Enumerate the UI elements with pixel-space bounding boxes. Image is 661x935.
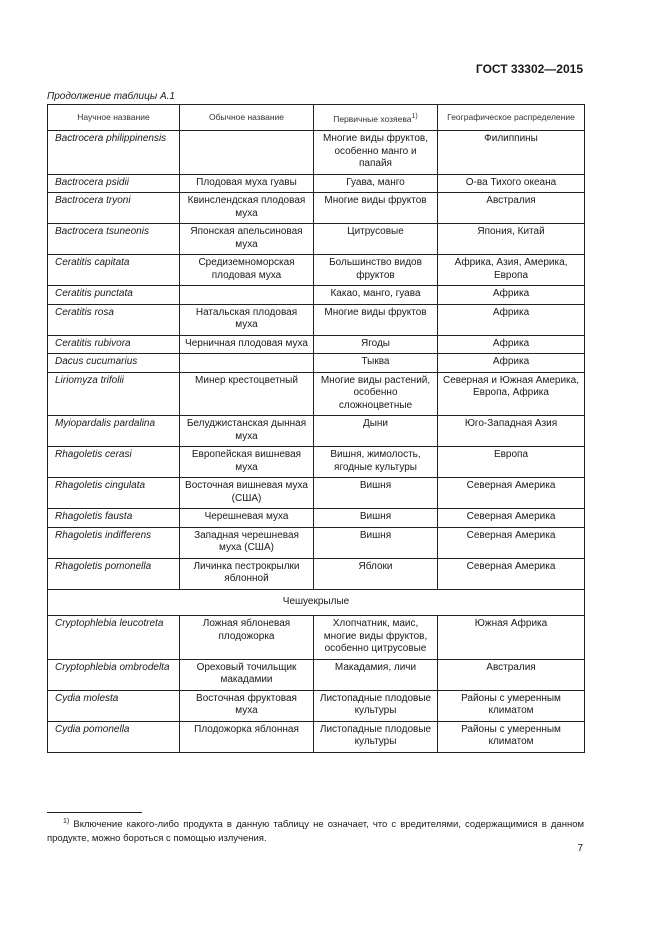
footnote-separator (47, 812, 142, 813)
table-row (48, 527, 585, 558)
pests-table (47, 104, 585, 753)
cell-common-name: Белуджистанская дынная муха (180, 416, 314, 447)
cell-scientific-name: Bactrocera philippinensis (48, 131, 180, 175)
cell-hosts: Дыни (314, 416, 438, 447)
cell-geo: Северная Америка (438, 558, 585, 589)
cell-hosts: Какао, манго, гуава (314, 286, 438, 305)
cell-scientific-name: Cryptophlebia leucotreta (48, 616, 180, 660)
table-row (48, 447, 585, 478)
cell-common-name: Ореховый точильщик макадамии (180, 659, 314, 690)
cell-geo: Филиппины (438, 131, 585, 175)
cell-common-name: Натальская плодовая муха (180, 304, 314, 335)
cell-common-name: Японская апельсиновая муха (180, 224, 314, 255)
cell-hosts: Вишня (314, 527, 438, 558)
table-row (48, 478, 585, 509)
cell-hosts: Вишня, жимолость, ягодные культуры (314, 447, 438, 478)
table-row (48, 690, 585, 721)
cell-hosts: Листопадные плодовые культуры (314, 721, 438, 752)
cell-common-name: Черничная плодовая муха (180, 335, 314, 354)
table-row (48, 721, 585, 752)
col-header-common: Обычное название (180, 105, 314, 131)
cell-scientific-name: Bactrocera psidii (48, 174, 180, 193)
cell-common-name (180, 286, 314, 305)
cell-scientific-name: Bactrocera tryoni (48, 193, 180, 224)
cell-common-name: Плодовая муха гуавы (180, 174, 314, 193)
cell-common-name: Восточная фруктовая муха (180, 690, 314, 721)
cell-common-name: Средиземноморская плодовая муха (180, 255, 314, 286)
cell-hosts: Многие виды фруктов (314, 193, 438, 224)
table-row (48, 255, 585, 286)
cell-scientific-name: Bactrocera tsuneonis (48, 224, 180, 255)
standard-number: ГОСТ 33302—2015 (475, 62, 583, 76)
footnote-mark: 1) (63, 818, 70, 825)
cell-geo: Районы с умеренным климатом (438, 690, 585, 721)
cell-geo: Европа (438, 447, 585, 478)
cell-hosts: Многие виды фруктов (314, 304, 438, 335)
table-row (48, 286, 585, 305)
cell-scientific-name: Rhagoletis fausta (48, 509, 180, 528)
cell-hosts: Хлопчатник, маис, многие виды фруктов, особенно цитрусовые (314, 616, 438, 660)
table-row (48, 558, 585, 589)
cell-hosts: Листопадные плодовые культуры (314, 690, 438, 721)
col-header-hosts (314, 105, 438, 131)
cell-geo: Северная Америка (438, 509, 585, 528)
cell-scientific-name: Myiopardalis pardalina (48, 416, 180, 447)
cell-common-name: Европейская вишневая муха (180, 447, 314, 478)
cell-scientific-name: Rhagoletis pomonella (48, 558, 180, 589)
cell-geo: Южная Африка (438, 616, 585, 660)
cell-hosts: Ягоды (314, 335, 438, 354)
footnote (47, 815, 584, 846)
cell-geo: Япония, Китай (438, 224, 585, 255)
cell-geo: Австралия (438, 193, 585, 224)
cell-scientific-name: Dacus cucumarius (48, 354, 180, 373)
cell-hosts: Вишня (314, 509, 438, 528)
footnote-text: Включение какого-либо продукта в данную таблицу не означает, что с вредителями, содержащимися в данном продукте, можно бороться с помощью излучения. (47, 819, 585, 845)
cell-scientific-name: Ceratitis rubivora (48, 335, 180, 354)
cell-scientific-name: Ceratitis capitata (48, 255, 180, 286)
cell-scientific-name: Cydia molesta (48, 690, 180, 721)
cell-common-name: Черешневая муха (180, 509, 314, 528)
footnote-ref: 1) (411, 112, 418, 120)
cell-hosts: Большинство видов фруктов (314, 255, 438, 286)
cell-geo: Африка (438, 354, 585, 373)
col-header-geo: Географическое распределение (438, 105, 585, 131)
cell-common-name: Ложная яблоневая плодожорка (180, 616, 314, 660)
cell-geo: Африка (438, 304, 585, 335)
cell-common-name: Личинка пестрокрылки яблонной (180, 558, 314, 589)
cell-hosts: Вишня (314, 478, 438, 509)
cell-geo: Австралия (438, 659, 585, 690)
cell-hosts: Цитрусовые (314, 224, 438, 255)
cell-common-name: Минер крестоцветный (180, 372, 314, 416)
col-header-scientific: Научное название (48, 105, 180, 131)
table-row (48, 616, 585, 660)
table-row (48, 416, 585, 447)
cell-geo: Северная Америка (438, 527, 585, 558)
cell-hosts: Многие виды растений, особенно сложноцветные (314, 372, 438, 416)
cell-scientific-name: Ceratitis rosa (48, 304, 180, 335)
table-row (48, 354, 585, 373)
cell-scientific-name: Cydia pomonella (48, 721, 180, 752)
table-row (48, 174, 585, 193)
page-number: 7 (577, 843, 583, 854)
cell-scientific-name: Rhagoletis indifferens (48, 527, 180, 558)
cell-hosts: Макадамия, личи (314, 659, 438, 690)
col-header-hosts-label: Первичные хозяева (333, 113, 412, 124)
cell-geo: Африка, Азия, Америка, Европа (438, 255, 585, 286)
cell-common-name (180, 131, 314, 175)
cell-geo: Африка (438, 335, 585, 354)
cell-common-name: Восточная вишневая муха (США) (180, 478, 314, 509)
cell-geo: Северная Америка (438, 478, 585, 509)
table-continuation-caption: Продолжение таблицы А.1 (47, 91, 175, 102)
cell-geo: Районы с умеренным климатом (438, 721, 585, 752)
cell-hosts: Многие виды фруктов, особенно манго и папайя (314, 131, 438, 175)
section-title: Чешуекрылые (48, 589, 585, 616)
cell-geo: Северная и Южная Америка, Европа, Африка (438, 372, 585, 416)
cell-common-name: Плодожорка яблонная (180, 721, 314, 752)
table-row (48, 372, 585, 416)
cell-scientific-name: Rhagoletis cingulata (48, 478, 180, 509)
table-row (48, 509, 585, 528)
cell-geo: Юго-Западная Азия (438, 416, 585, 447)
table-row (48, 193, 585, 224)
table-row (48, 335, 585, 354)
cell-hosts: Яблоки (314, 558, 438, 589)
table-row (48, 304, 585, 335)
table-row (48, 224, 585, 255)
cell-geo: О-ва Тихого океана (438, 174, 585, 193)
cell-common-name: Квинслендская плодовая муха (180, 193, 314, 224)
table-row (48, 659, 585, 690)
cell-hosts: Гуава, манго (314, 174, 438, 193)
table-header-row (48, 105, 585, 131)
cell-scientific-name: Rhagoletis cerasi (48, 447, 180, 478)
cell-common-name: Западная черешневая муха (США) (180, 527, 314, 558)
section-row (48, 589, 585, 616)
cell-scientific-name: Cryptophlebia ombrodelta (48, 659, 180, 690)
cell-scientific-name: Ceratitis punctata (48, 286, 180, 305)
cell-hosts: Тыква (314, 354, 438, 373)
cell-common-name (180, 354, 314, 373)
cell-scientific-name: Liriomyza trifolii (48, 372, 180, 416)
table-row (48, 131, 585, 175)
cell-geo: Африка (438, 286, 585, 305)
